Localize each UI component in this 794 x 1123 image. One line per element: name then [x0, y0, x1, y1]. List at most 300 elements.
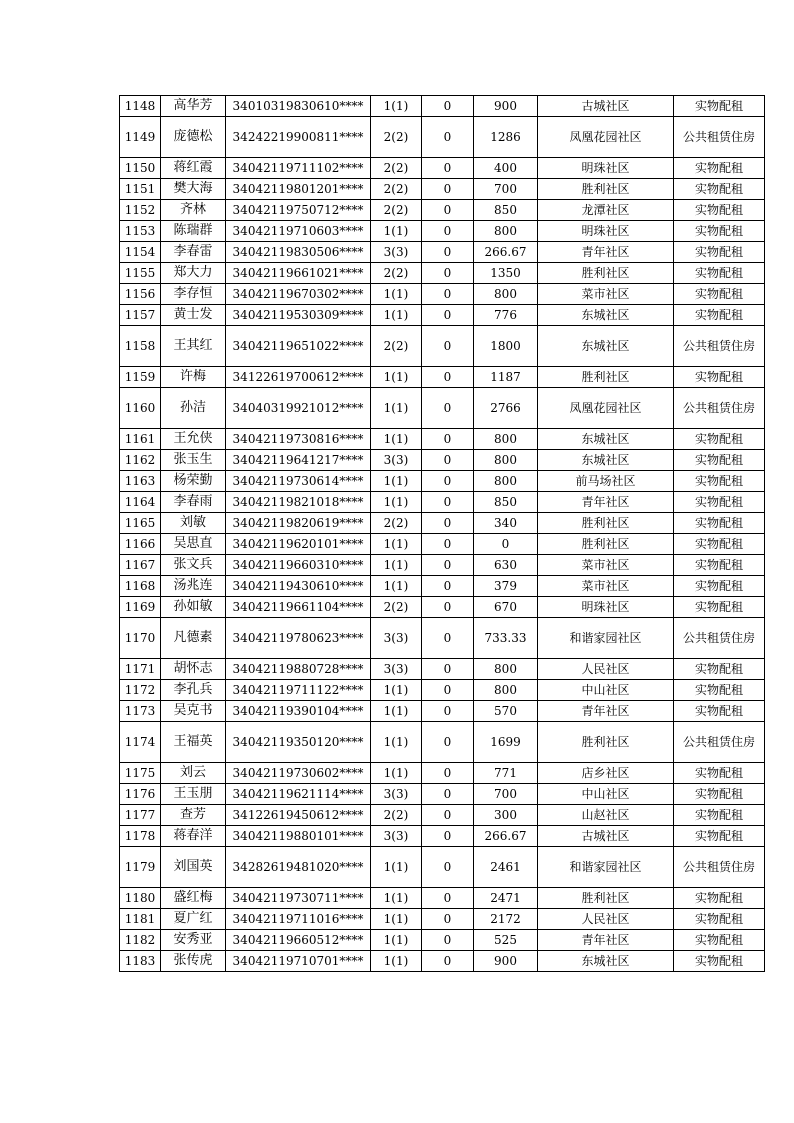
table-row: [120, 492, 765, 513]
table-row: [120, 805, 765, 826]
table-row: [120, 263, 765, 284]
table-row: [120, 680, 765, 701]
household-size: 1(1): [371, 576, 422, 597]
amount-cell: 850: [474, 200, 538, 221]
amount-cell: 900: [474, 96, 538, 117]
table-row: [120, 284, 765, 305]
household-size: 2(2): [371, 117, 422, 158]
household-size: 3(3): [371, 826, 422, 847]
count-cell: 0: [422, 367, 474, 388]
applicant-name: 张文兵: [161, 555, 226, 576]
amount-cell: 1350: [474, 263, 538, 284]
table-row: [120, 930, 765, 951]
applicant-name: 蒋春洋: [161, 826, 226, 847]
amount-cell: 266.67: [474, 242, 538, 263]
table-row: [120, 429, 765, 450]
community-cell: 中山社区: [538, 680, 674, 701]
applicant-name: 李存恒: [161, 284, 226, 305]
id-number: 34042119750712****: [226, 200, 371, 221]
applicant-name: 胡怀志: [161, 659, 226, 680]
row-number: 1153: [120, 221, 161, 242]
amount-cell: 570: [474, 701, 538, 722]
table-row: [120, 597, 765, 618]
count-cell: 0: [422, 951, 474, 972]
allocation-type: 实物配租: [674, 701, 765, 722]
household-size: 2(2): [371, 597, 422, 618]
row-number: 1173: [120, 701, 161, 722]
table-row: [120, 847, 765, 888]
applicant-name: 王福英: [161, 722, 226, 763]
community-cell: 青年社区: [538, 242, 674, 263]
row-number: 1160: [120, 388, 161, 429]
allocation-type: 实物配租: [674, 450, 765, 471]
row-number: 1155: [120, 263, 161, 284]
id-number: 34042119670302****: [226, 284, 371, 305]
table-row: [120, 784, 765, 805]
household-size: 1(1): [371, 763, 422, 784]
community-cell: 古城社区: [538, 826, 674, 847]
amount-cell: 900: [474, 951, 538, 972]
id-number: 34042119710701****: [226, 951, 371, 972]
community-cell: 胜利社区: [538, 722, 674, 763]
applicant-name: 许梅: [161, 367, 226, 388]
allocation-type: 实物配租: [674, 429, 765, 450]
applicant-name: 李春雨: [161, 492, 226, 513]
table-row: [120, 555, 765, 576]
table-row: [120, 618, 765, 659]
community-cell: 胜利社区: [538, 534, 674, 555]
row-number: 1163: [120, 471, 161, 492]
row-number: 1179: [120, 847, 161, 888]
row-number: 1157: [120, 305, 161, 326]
allocation-type: 公共租赁住房: [674, 847, 765, 888]
amount-cell: 776: [474, 305, 538, 326]
household-size: 2(2): [371, 158, 422, 179]
allocation-type: 实物配租: [674, 284, 765, 305]
applicant-name: 蒋红霞: [161, 158, 226, 179]
row-number: 1166: [120, 534, 161, 555]
amount-cell: 2461: [474, 847, 538, 888]
id-number: 34042119830506****: [226, 242, 371, 263]
table-row: [120, 367, 765, 388]
id-number: 34042119711016****: [226, 909, 371, 930]
community-cell: 中山社区: [538, 784, 674, 805]
household-size: 1(1): [371, 888, 422, 909]
amount-cell: 771: [474, 763, 538, 784]
amount-cell: 2172: [474, 909, 538, 930]
household-size: 1(1): [371, 471, 422, 492]
id-number: 34042119730816****: [226, 429, 371, 450]
household-size: 1(1): [371, 305, 422, 326]
count-cell: 0: [422, 117, 474, 158]
count-cell: 0: [422, 158, 474, 179]
allocation-type: 实物配租: [674, 763, 765, 784]
allocation-type: 实物配租: [674, 784, 765, 805]
allocation-type: 实物配租: [674, 221, 765, 242]
count-cell: 0: [422, 471, 474, 492]
amount-cell: 700: [474, 784, 538, 805]
id-number: 34042119730711****: [226, 888, 371, 909]
id-number: 34042119730614****: [226, 471, 371, 492]
table-row: [120, 826, 765, 847]
count-cell: 0: [422, 534, 474, 555]
amount-cell: 800: [474, 221, 538, 242]
row-number: 1175: [120, 763, 161, 784]
row-number: 1181: [120, 909, 161, 930]
allocation-type: 实物配租: [674, 555, 765, 576]
allocation-type: 实物配租: [674, 242, 765, 263]
id-number: 34122619700612****: [226, 367, 371, 388]
allocation-type: 实物配租: [674, 805, 765, 826]
allocation-type: 实物配租: [674, 367, 765, 388]
count-cell: 0: [422, 847, 474, 888]
count-cell: 0: [422, 221, 474, 242]
household-size: 1(1): [371, 367, 422, 388]
applicant-name: 杨荣勤: [161, 471, 226, 492]
id-number: 34042119730602****: [226, 763, 371, 784]
table-row: [120, 242, 765, 263]
amount-cell: 0: [474, 534, 538, 555]
applicant-name: 查芳: [161, 805, 226, 826]
count-cell: 0: [422, 200, 474, 221]
community-cell: 明珠社区: [538, 597, 674, 618]
applicant-name: 王玉朋: [161, 784, 226, 805]
amount-cell: 670: [474, 597, 538, 618]
row-number: 1165: [120, 513, 161, 534]
applicant-name: 汤兆连: [161, 576, 226, 597]
allocation-type: 实物配租: [674, 305, 765, 326]
household-size: 3(3): [371, 618, 422, 659]
amount-cell: 2766: [474, 388, 538, 429]
id-number: 34042119780623****: [226, 618, 371, 659]
household-size: 1(1): [371, 951, 422, 972]
amount-cell: 400: [474, 158, 538, 179]
household-size: 1(1): [371, 555, 422, 576]
applicant-name: 樊大海: [161, 179, 226, 200]
amount-cell: 800: [474, 659, 538, 680]
community-cell: 人民社区: [538, 659, 674, 680]
id-number: 34042119641217****: [226, 450, 371, 471]
household-size: 1(1): [371, 680, 422, 701]
count-cell: 0: [422, 909, 474, 930]
count-cell: 0: [422, 96, 474, 117]
table-row: [120, 701, 765, 722]
row-number: 1174: [120, 722, 161, 763]
community-cell: 胜利社区: [538, 367, 674, 388]
row-number: 1176: [120, 784, 161, 805]
applicant-name: 庞德松: [161, 117, 226, 158]
table-row: [120, 534, 765, 555]
applicant-name: 王其红: [161, 326, 226, 367]
community-cell: 凤凰花园社区: [538, 117, 674, 158]
count-cell: 0: [422, 659, 474, 680]
id-number: 34042119621114****: [226, 784, 371, 805]
allocation-type: 实物配租: [674, 909, 765, 930]
count-cell: 0: [422, 888, 474, 909]
count-cell: 0: [422, 701, 474, 722]
row-number: 1167: [120, 555, 161, 576]
allocation-type: 实物配租: [674, 263, 765, 284]
community-cell: 青年社区: [538, 930, 674, 951]
household-size: 1(1): [371, 909, 422, 930]
amount-cell: 1800: [474, 326, 538, 367]
allocation-type: 公共租赁住房: [674, 618, 765, 659]
applicant-name: 吴思直: [161, 534, 226, 555]
count-cell: 0: [422, 450, 474, 471]
row-number: 1170: [120, 618, 161, 659]
id-number: 34042119651022****: [226, 326, 371, 367]
household-size: 1(1): [371, 701, 422, 722]
community-cell: 前马场社区: [538, 471, 674, 492]
table-row: [120, 909, 765, 930]
allocation-type: 实物配租: [674, 492, 765, 513]
community-cell: 东城社区: [538, 429, 674, 450]
household-size: 3(3): [371, 242, 422, 263]
allocation-type: 实物配租: [674, 930, 765, 951]
table-row: [120, 951, 765, 972]
amount-cell: 800: [474, 680, 538, 701]
id-number: 34042119880101****: [226, 826, 371, 847]
id-number: 34042119661104****: [226, 597, 371, 618]
table-row: [120, 305, 765, 326]
allocation-type: 实物配租: [674, 659, 765, 680]
applicant-name: 刘敏: [161, 513, 226, 534]
count-cell: 0: [422, 805, 474, 826]
count-cell: 0: [422, 555, 474, 576]
household-size: 3(3): [371, 450, 422, 471]
applicant-name: 孙洁: [161, 388, 226, 429]
row-number: 1154: [120, 242, 161, 263]
applicant-name: 刘国英: [161, 847, 226, 888]
table-row: [120, 513, 765, 534]
household-size: 2(2): [371, 179, 422, 200]
applicant-name: 吴克书: [161, 701, 226, 722]
household-size: 1(1): [371, 429, 422, 450]
count-cell: 0: [422, 763, 474, 784]
community-cell: 凤凰花园社区: [538, 388, 674, 429]
allocation-type: 实物配租: [674, 471, 765, 492]
id-number: 34282619481020****: [226, 847, 371, 888]
row-number: 1177: [120, 805, 161, 826]
count-cell: 0: [422, 930, 474, 951]
count-cell: 0: [422, 618, 474, 659]
id-number: 34042119661021****: [226, 263, 371, 284]
id-number: 34040319921012****: [226, 388, 371, 429]
row-number: 1182: [120, 930, 161, 951]
amount-cell: 2471: [474, 888, 538, 909]
count-cell: 0: [422, 284, 474, 305]
amount-cell: 266.67: [474, 826, 538, 847]
count-cell: 0: [422, 722, 474, 763]
row-number: 1158: [120, 326, 161, 367]
household-size: 2(2): [371, 200, 422, 221]
id-number: 34042119880728****: [226, 659, 371, 680]
allocation-table: [119, 95, 765, 972]
id-number: 34042119820619****: [226, 513, 371, 534]
community-cell: 菜市社区: [538, 576, 674, 597]
community-cell: 菜市社区: [538, 555, 674, 576]
amount-cell: 700: [474, 179, 538, 200]
household-size: 2(2): [371, 513, 422, 534]
amount-cell: 630: [474, 555, 538, 576]
community-cell: 明珠社区: [538, 221, 674, 242]
count-cell: 0: [422, 326, 474, 367]
amount-cell: 300: [474, 805, 538, 826]
applicant-name: 王允侠: [161, 429, 226, 450]
row-number: 1161: [120, 429, 161, 450]
community-cell: 菜市社区: [538, 284, 674, 305]
amount-cell: 800: [474, 284, 538, 305]
count-cell: 0: [422, 492, 474, 513]
row-number: 1180: [120, 888, 161, 909]
applicant-name: 陈瑞群: [161, 221, 226, 242]
row-number: 1162: [120, 450, 161, 471]
row-number: 1172: [120, 680, 161, 701]
allocation-type: 实物配租: [674, 951, 765, 972]
allocation-type: 公共租赁住房: [674, 722, 765, 763]
household-size: 1(1): [371, 847, 422, 888]
household-size: 1(1): [371, 96, 422, 117]
allocation-type: 实物配租: [674, 826, 765, 847]
household-size: 2(2): [371, 326, 422, 367]
household-size: 1(1): [371, 722, 422, 763]
allocation-type: 公共租赁住房: [674, 326, 765, 367]
applicant-name: 张传虎: [161, 951, 226, 972]
amount-cell: 1286: [474, 117, 538, 158]
allocation-type: 实物配租: [674, 534, 765, 555]
applicant-name: 张玉生: [161, 450, 226, 471]
allocation-type: 实物配租: [674, 680, 765, 701]
amount-cell: 733.33: [474, 618, 538, 659]
amount-cell: 340: [474, 513, 538, 534]
row-number: 1168: [120, 576, 161, 597]
id-number: 34042119660310****: [226, 555, 371, 576]
applicant-name: 盛红梅: [161, 888, 226, 909]
id-number: 34042119430610****: [226, 576, 371, 597]
amount-cell: 379: [474, 576, 538, 597]
id-number: 34042119711102****: [226, 158, 371, 179]
table-row: [120, 96, 765, 117]
table-body: [120, 96, 765, 972]
community-cell: 胜利社区: [538, 179, 674, 200]
amount-cell: 800: [474, 471, 538, 492]
allocation-type: 实物配租: [674, 597, 765, 618]
community-cell: 龙潭社区: [538, 200, 674, 221]
community-cell: 东城社区: [538, 305, 674, 326]
allocation-type: 实物配租: [674, 888, 765, 909]
household-size: 3(3): [371, 784, 422, 805]
id-number: 34042119660512****: [226, 930, 371, 951]
table-row: [120, 450, 765, 471]
amount-cell: 1699: [474, 722, 538, 763]
community-cell: 胜利社区: [538, 888, 674, 909]
row-number: 1148: [120, 96, 161, 117]
household-size: 1(1): [371, 284, 422, 305]
id-number: 34042119620101****: [226, 534, 371, 555]
count-cell: 0: [422, 179, 474, 200]
household-size: 3(3): [371, 659, 422, 680]
applicant-name: 郑大力: [161, 263, 226, 284]
household-size: 1(1): [371, 492, 422, 513]
table-row: [120, 326, 765, 367]
row-number: 1164: [120, 492, 161, 513]
household-size: 1(1): [371, 388, 422, 429]
table-row: [120, 659, 765, 680]
applicant-name: 夏广红: [161, 909, 226, 930]
community-cell: 明珠社区: [538, 158, 674, 179]
table-row: [120, 388, 765, 429]
household-size: 1(1): [371, 930, 422, 951]
id-number: 34042119530309****: [226, 305, 371, 326]
applicant-name: 孙如敏: [161, 597, 226, 618]
table-row: [120, 722, 765, 763]
count-cell: 0: [422, 784, 474, 805]
count-cell: 0: [422, 429, 474, 450]
community-cell: 胜利社区: [538, 263, 674, 284]
household-size: 2(2): [371, 263, 422, 284]
id-number: 34042119821018****: [226, 492, 371, 513]
applicant-name: 高华芳: [161, 96, 226, 117]
count-cell: 0: [422, 513, 474, 534]
allocation-type: 实物配租: [674, 576, 765, 597]
row-number: 1151: [120, 179, 161, 200]
community-cell: 古城社区: [538, 96, 674, 117]
row-number: 1183: [120, 951, 161, 972]
amount-cell: 525: [474, 930, 538, 951]
community-cell: 山赵社区: [538, 805, 674, 826]
count-cell: 0: [422, 388, 474, 429]
community-cell: 人民社区: [538, 909, 674, 930]
allocation-type: 实物配租: [674, 179, 765, 200]
community-cell: 东城社区: [538, 450, 674, 471]
id-number: 34042119350120****: [226, 722, 371, 763]
table-row: [120, 221, 765, 242]
row-number: 1156: [120, 284, 161, 305]
row-number: 1169: [120, 597, 161, 618]
table-row: [120, 888, 765, 909]
count-cell: 0: [422, 263, 474, 284]
allocation-type: 实物配租: [674, 158, 765, 179]
id-number: 34042119711122****: [226, 680, 371, 701]
community-cell: 和谐家园社区: [538, 847, 674, 888]
applicant-name: 刘云: [161, 763, 226, 784]
table-row: [120, 179, 765, 200]
count-cell: 0: [422, 597, 474, 618]
applicant-name: 李春雷: [161, 242, 226, 263]
table-row: [120, 200, 765, 221]
community-cell: 青年社区: [538, 701, 674, 722]
table-row: [120, 117, 765, 158]
applicant-name: 凡德素: [161, 618, 226, 659]
row-number: 1152: [120, 200, 161, 221]
id-number: 34042119801201****: [226, 179, 371, 200]
table-row: [120, 576, 765, 597]
id-number: 34010319830610****: [226, 96, 371, 117]
table-row: [120, 471, 765, 492]
household-size: 1(1): [371, 221, 422, 242]
community-cell: 胜利社区: [538, 513, 674, 534]
id-number: 34242219900811****: [226, 117, 371, 158]
allocation-type: 实物配租: [674, 513, 765, 534]
amount-cell: 800: [474, 450, 538, 471]
count-cell: 0: [422, 305, 474, 326]
applicant-name: 安秀亚: [161, 930, 226, 951]
count-cell: 0: [422, 826, 474, 847]
allocation-type: 公共租赁住房: [674, 388, 765, 429]
row-number: 1171: [120, 659, 161, 680]
community-cell: 青年社区: [538, 492, 674, 513]
community-cell: 东城社区: [538, 326, 674, 367]
